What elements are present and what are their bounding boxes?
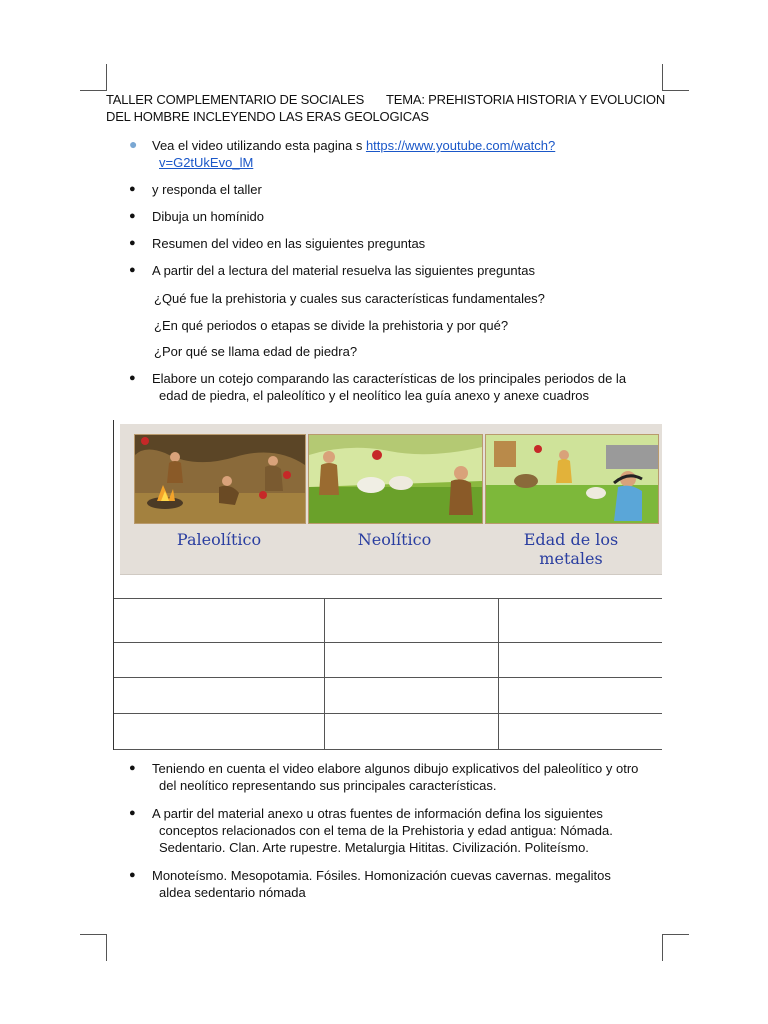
list-item bbox=[106, 235, 666, 252]
comparison-instruction: Elabore un cotejo comparando las características de los principales periodos de la bbox=[152, 371, 627, 386]
respond-instruction: y responda el taller bbox=[152, 182, 262, 197]
corner-mark-bottom-left bbox=[80, 934, 107, 961]
question-1: ¿Qué fue la prehistoria y cuales sus características fundamentales? bbox=[154, 291, 545, 306]
video-link-continued[interactable]: v=G2tUkEvo_lM bbox=[159, 155, 254, 170]
concepts-instruction-line2: conceptos relacionados con el tema de la Prehistoria y edad antigua: Nómada. bbox=[159, 823, 613, 838]
corner-mark-top-left bbox=[80, 64, 107, 91]
instructions-list-7 bbox=[106, 760, 666, 794]
paleolithic-illustration bbox=[134, 434, 306, 524]
bullet-icon: ● bbox=[129, 237, 136, 249]
instructions-list-3 bbox=[106, 208, 666, 225]
list-item bbox=[106, 370, 666, 404]
bullet-icon: ● bbox=[129, 136, 138, 152]
bullet-icon: ● bbox=[129, 869, 136, 881]
instructions-list-6 bbox=[106, 370, 666, 404]
list-item bbox=[106, 867, 666, 901]
reading-instruction: A partir del a lectura del material resuelva las siguientes preguntas bbox=[152, 263, 535, 278]
bullet-icon: ● bbox=[129, 183, 136, 195]
concepts-list-continued: aldea sedentario nómada bbox=[159, 885, 306, 900]
period-title-metal-age bbox=[485, 530, 657, 568]
list-item bbox=[106, 181, 666, 198]
question-2: ¿En qué periodos o etapas se divide la prehistoria y por qué? bbox=[154, 318, 509, 333]
list-item bbox=[106, 262, 666, 279]
topic-title-continued: DEL HOMBRE INCLEYENDO LAS ERAS GEOLOGICAS bbox=[106, 109, 429, 124]
bullet-icon: ● bbox=[129, 372, 136, 384]
list-item bbox=[106, 805, 666, 856]
neolithic-illustration bbox=[308, 434, 483, 524]
bullet-icon: ● bbox=[129, 264, 136, 276]
concepts-instruction-line3: Sedentario. Clan. Arte rupestre. Metalurgia Hititas. Civilización. Politeísmo. bbox=[159, 840, 589, 855]
list-item bbox=[106, 208, 666, 225]
video-instruction: Vea el video utilizando esta pagina s bbox=[152, 138, 366, 153]
table-row-divider bbox=[114, 598, 662, 599]
instructions-list-2 bbox=[106, 181, 666, 198]
drawing-instruction-continued: del neolítico representando sus principales características. bbox=[159, 778, 497, 793]
table-row-divider bbox=[114, 749, 662, 750]
instructions-list-5 bbox=[106, 262, 666, 279]
period-title-metal-age-line2: metales bbox=[539, 549, 603, 568]
metal-age-illustration bbox=[485, 434, 659, 524]
period-title-metal-age-line1: Edad de los bbox=[523, 530, 619, 549]
video-link[interactable]: https://www.youtube.com/watch? bbox=[365, 138, 556, 153]
table-row-divider bbox=[114, 713, 662, 714]
document-header bbox=[106, 91, 666, 125]
table-row-divider bbox=[114, 642, 662, 643]
instructions-list-9 bbox=[106, 867, 666, 901]
concepts-instruction: A partir del material anexo u otras fuentes de información defina los siguientes bbox=[152, 806, 603, 821]
comparison-table bbox=[113, 420, 662, 750]
instructions-list-4 bbox=[106, 235, 666, 252]
corner-mark-top-right bbox=[662, 64, 689, 91]
instructions-list bbox=[106, 137, 666, 171]
bullet-icon: ● bbox=[129, 762, 136, 774]
corner-mark-bottom-right bbox=[662, 934, 689, 961]
drawing-instruction: Teniendo en cuenta el video elabore algunos dibujo explicativos del paleolítico y otro bbox=[152, 761, 639, 776]
instructions-list-8 bbox=[106, 805, 666, 856]
list-item bbox=[106, 760, 666, 794]
topic-title: TEMA: PREHISTORIA HISTORIA Y EVOLUCION bbox=[386, 92, 666, 107]
bullet-icon: ● bbox=[129, 807, 136, 819]
period-title-paleolithic: Paleolítico bbox=[176, 530, 262, 549]
question-3: ¿Por qué se llama edad de piedra? bbox=[154, 344, 358, 359]
concepts-list: Monoteísmo. Mesopotamia. Fósiles. Homonización cuevas cavernas. megalitos bbox=[152, 868, 611, 883]
period-title-neolithic: Neolítico bbox=[357, 530, 432, 549]
bullet-icon: ● bbox=[129, 210, 136, 222]
draw-hominid-instruction: Dibuja un homínido bbox=[152, 209, 265, 224]
workshop-title: TALLER COMPLEMENTARIO DE SOCIALES bbox=[106, 92, 365, 107]
table-column-divider bbox=[498, 598, 499, 749]
comparison-instruction-continued: edad de piedra, el paleolítico y el neolítico lea guía anexo y anexe cuadros bbox=[159, 388, 590, 403]
list-item bbox=[106, 137, 666, 171]
table-column-divider bbox=[324, 598, 325, 749]
table-row-divider bbox=[114, 677, 662, 678]
summary-instruction: Resumen del video en las siguientes preguntas bbox=[152, 236, 426, 251]
periods-banner bbox=[120, 424, 662, 575]
